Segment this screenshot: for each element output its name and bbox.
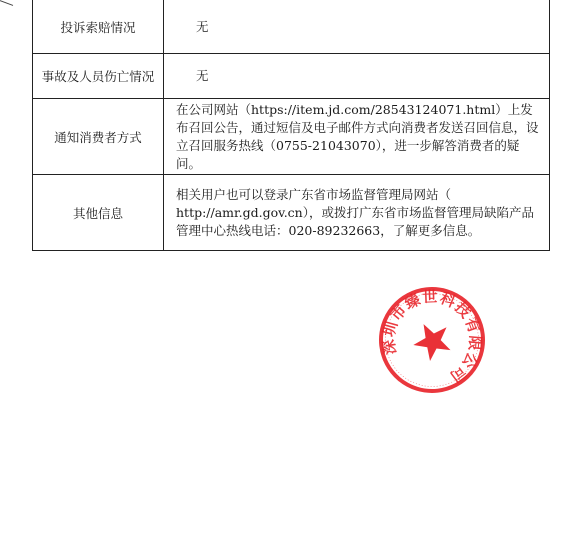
recall-info-table (32, 0, 550, 251)
star-icon (407, 315, 457, 364)
row-value-notification: 在公司网站（https://item.jd.com/28543124071.html）上发布召回公告，通过短信及电子邮件方式向消费者发送召回信息，设立召回服务热线（0755-21043070），进一步解答消费者的疑问。 (164, 99, 550, 175)
table-row (33, 99, 550, 175)
seal-text: 深圳市臻世科技有限公司 (379, 287, 485, 387)
company-seal (376, 284, 488, 396)
row-value-other-info: 相关用户也可以登录广东省市场监督管理局网站（ http://amr.gd.gov.cn），或拨打广东省市场监督管理局缺陷产品管理中心热线电话：020-89232663，了解更多信息。 (164, 175, 550, 251)
row-label-notification: 通知消费者方式 (33, 99, 164, 175)
value-text: 无 (196, 68, 209, 83)
table-row (33, 0, 550, 54)
row-label-complaints: 投诉索赔情况 (33, 0, 164, 54)
row-value-accidents (164, 54, 550, 99)
row-label-other-info: 其他信息 (33, 175, 164, 251)
corner-mark (0, 0, 14, 6)
value-text: 无 (196, 18, 209, 34)
row-value-complaints (164, 0, 550, 54)
row-label-accidents: 事故及人员伤亡情况 (33, 54, 164, 99)
table-row (33, 54, 550, 99)
table-row (33, 175, 550, 251)
